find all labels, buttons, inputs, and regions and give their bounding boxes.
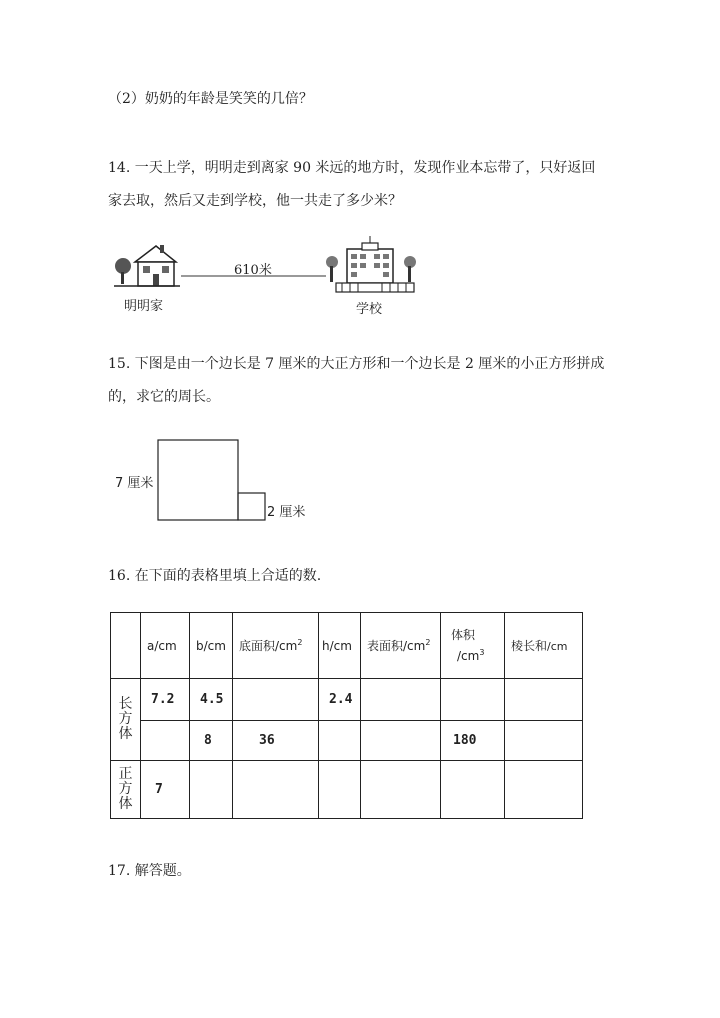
r3-volume[interactable] [441,761,505,819]
r3-edge[interactable] [505,761,583,819]
r2-surface[interactable] [361,721,441,761]
r1-volume[interactable] [441,679,505,721]
header-base-area: 底面积$/cm^2$ [233,613,319,679]
distance-label: 610米 [234,263,272,278]
header-b: b/cm [190,613,233,679]
q15-text-line1: 15. 下图是由一个边长是 7 厘米的大正方形和一个边长是 2 厘米的小正方形拼成 [108,356,605,372]
r1-base-area[interactable] [233,679,319,721]
small-square [238,493,265,520]
r1-a: 7.2 [141,679,190,721]
r1-edge[interactable] [505,679,583,721]
header-h: h/cm [319,613,361,679]
big-square [158,440,238,520]
big-square-label: 7 厘米 [115,476,154,491]
r1-h: 2.4 [319,679,361,721]
r3-surface[interactable] [361,761,441,819]
small-square-label: 2 厘米 [267,505,306,520]
q13-sub-question: （2）奶奶的年龄是笑笑的几倍？ [108,91,313,107]
header-surface-area: 表面积$/cm^2$ [361,613,441,679]
r2-edge[interactable] [505,721,583,761]
rect-row-label: 长方体 [111,679,141,761]
q17-title: 17. 解答题。 [108,863,191,879]
r1-surface[interactable] [361,679,441,721]
q16-table [110,612,583,819]
q16-title: 16. 在下面的表格里填上合适的数. [108,568,322,584]
corner-cell [111,613,141,679]
r3-h[interactable] [319,761,361,819]
r3-base-area[interactable] [233,761,319,819]
home-label: 明明家 [124,299,164,314]
header-edge-sum: 棱长和/cm [505,613,583,679]
r2-a[interactable] [141,721,190,761]
school-building-icon [326,236,416,292]
school-label: 学校 [356,302,383,317]
house-icon [114,245,180,286]
q15-text-line2: 的，求它的周长。 [108,389,220,405]
header-a: a/cm [141,613,190,679]
r3-a: 7 [141,761,190,819]
cube-row-label: 正方体 [111,761,141,819]
r2-volume: 180 [441,721,505,761]
r3-b[interactable] [190,761,233,819]
q14-text-line1: 14. 一天上学，明明走到离家 90 米远的地方时，发现作业本忘带了，只好返回 [108,160,596,176]
r1-b: 4.5 [190,679,233,721]
q14-text-line2: 家去取，然后又走到学校，他一共走了多少米？ [108,193,402,209]
r2-base-area: 36 [233,721,319,761]
header-volume: 体积 $/cm^3$ [441,613,505,679]
r2-b: 8 [190,721,233,761]
r2-h[interactable] [319,721,361,761]
